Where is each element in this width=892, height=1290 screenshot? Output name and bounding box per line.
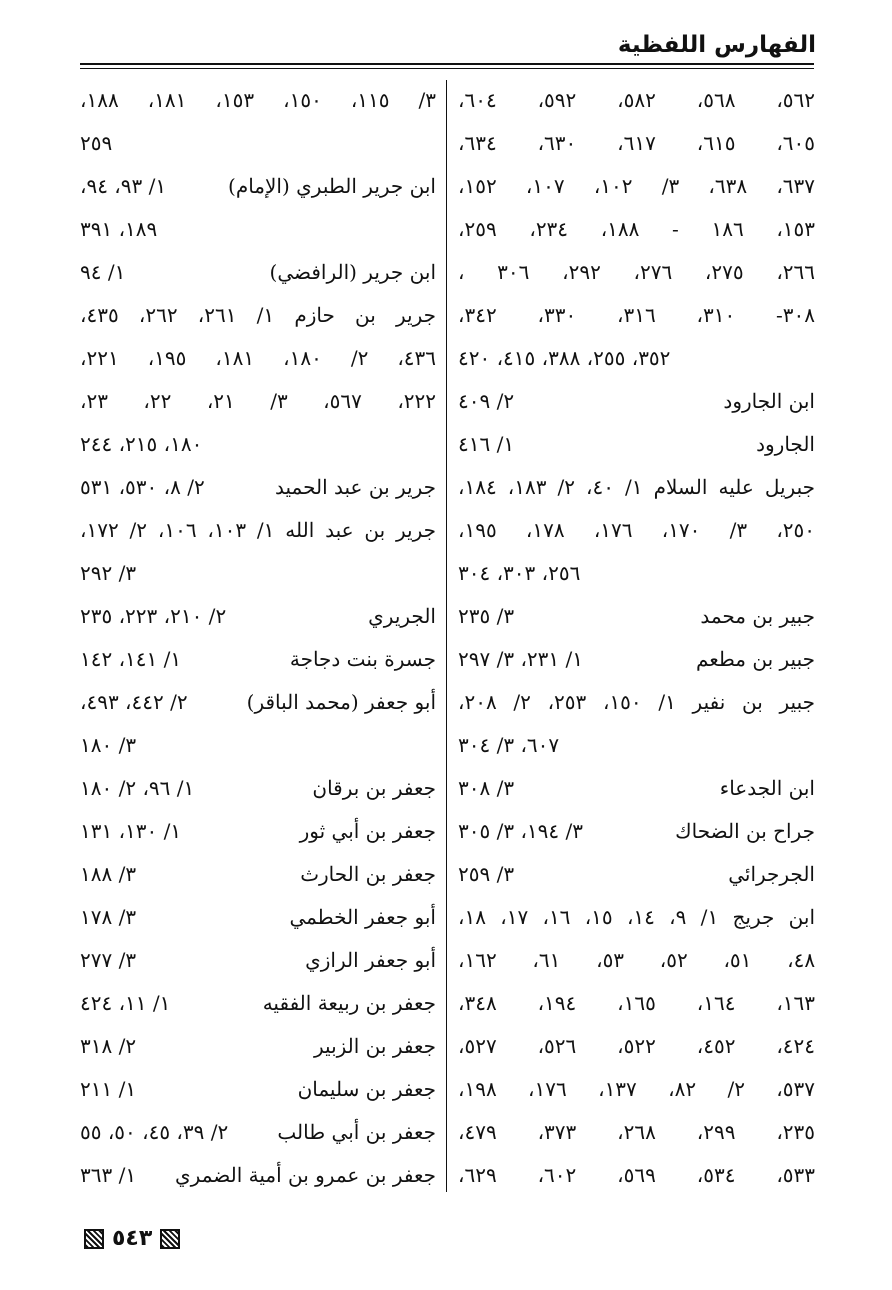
- index-line: [80, 509, 436, 552]
- index-line: [458, 79, 815, 122]
- entry-name: الجارود: [756, 432, 815, 456]
- index-line: [80, 294, 436, 337]
- index-line: [458, 423, 815, 466]
- running-header-title: الفهارس اللفظية: [617, 32, 816, 58]
- entry-page-refs: ٢/ ٤٤٢، ٤٩٣،: [80, 690, 188, 714]
- entry-page-refs: ٣/ ٢٧٧: [80, 948, 137, 972]
- entry-text: ١٥٣، ١٨٦ - ١٨٨، ٢٣٤، ٢٥٩،: [458, 217, 816, 241]
- index-line: [458, 767, 815, 810]
- index-line: [80, 1154, 436, 1197]
- index-line: [80, 595, 436, 638]
- entry-page-refs: ١/ ٢١١: [80, 1077, 137, 1101]
- entry-text: جرير بن عبد الله ١/ ١٠٣، ١٠٦، ٢/ ١٧٢،: [80, 518, 437, 542]
- index-line: [80, 724, 436, 767]
- index-line: [458, 681, 815, 724]
- index-line: [458, 122, 815, 165]
- index-line: [80, 939, 436, 982]
- continuation-refs: ٣/ ١٨٠: [80, 733, 137, 757]
- entry-name: ابن الجدعاء: [719, 776, 815, 800]
- page-footer: [84, 1226, 180, 1251]
- entry-text: جبريل عليه السلام ١/ ٤٠، ٢/ ١٨٣، ١٨٤،: [458, 475, 815, 499]
- entry-name: جعفر بن برقان: [312, 776, 436, 800]
- index-line: [80, 122, 436, 165]
- entry-text: ٢٦٦، ٢٧٥، ٢٧٦، ٢٩٢، ٣٠٦ ،: [458, 260, 816, 284]
- entry-name: ابن جرير الطبري (الإمام): [228, 174, 436, 198]
- index-line: [80, 767, 436, 810]
- index-line: [80, 853, 436, 896]
- index-line: [80, 380, 436, 423]
- entry-page-refs: ٣/ ٣٠٨: [458, 776, 515, 800]
- index-line: [80, 896, 436, 939]
- entry-text: ٥٣٣، ٥٣٤، ٥٦٩، ٦٠٢، ٦٢٩،: [458, 1163, 816, 1187]
- index-line: [458, 595, 815, 638]
- entry-page-refs: ١/ ٣٦٣: [80, 1163, 137, 1187]
- entry-text: ١٦٣، ١٦٤، ١٦٥، ١٩٤، ٣٤٨،: [458, 991, 816, 1015]
- entry-text: ٥٦٢، ٥٦٨، ٥٨٢، ٥٩٢، ٦٠٤،: [458, 88, 816, 112]
- entry-name: أبو جعفر (محمد الباقر): [246, 690, 436, 714]
- entry-name: جراح بن الضحاك: [675, 819, 815, 843]
- entry-page-refs: ١/ ٩٣، ٩٤،: [80, 174, 167, 198]
- continuation-refs: ٢٥٩: [80, 131, 113, 155]
- index-line: [458, 939, 815, 982]
- entry-name: جعفر بن عمرو بن أمية الضمري: [175, 1163, 436, 1187]
- index-line: [458, 1111, 815, 1154]
- entry-page-refs: ٣/ ٢٥٩: [458, 862, 515, 886]
- entry-page-refs: ٢/ ٨، ٥٣٠، ٥٣١: [80, 475, 205, 499]
- entry-text: ٢٢٢، ٥٦٧، ٣/ ٢١، ٢٢، ٢٣،: [80, 389, 437, 413]
- entry-name: جرير بن عبد الحميد: [275, 475, 436, 499]
- index-line: [80, 810, 436, 853]
- index-line: [458, 294, 815, 337]
- entry-page-refs: ١/ ١٣٠، ١٣١: [80, 819, 182, 843]
- index-line: [458, 337, 815, 380]
- entry-name: جسرة بنت دجاجة: [289, 647, 436, 671]
- entry-page-refs: ١/ ٩٤: [80, 260, 126, 284]
- index-line: [458, 638, 815, 681]
- index-line: [458, 1154, 815, 1197]
- entry-page-refs: ٢/ ٣٩، ٤٥، ٥٠، ٥٥: [80, 1120, 229, 1144]
- header-rule-thick: [80, 63, 814, 65]
- entry-text: ٤٨، ٥١، ٥٢، ٥٣، ٦١، ١٦٢،: [458, 948, 816, 972]
- ornament-icon: [160, 1229, 180, 1249]
- entry-name: جعفر بن الزبير: [314, 1034, 436, 1058]
- header-rule-thin: [80, 68, 814, 69]
- entry-name: جعفر بن الحارث: [300, 862, 436, 886]
- entry-page-refs: ١/ ٩٦، ٢/ ١٨٠: [80, 776, 195, 800]
- index-line: [458, 552, 815, 595]
- continuation-refs: ٣٥٢، ٢٥٥، ٣٨٨، ٤١٥، ٤٢٠: [458, 346, 671, 370]
- index-line: [458, 208, 815, 251]
- entry-text: ٤٢٤، ٤٥٢، ٥٢٢، ٥٢٦، ٥٢٧،: [458, 1034, 816, 1058]
- index-line: [80, 208, 436, 251]
- index-line: [80, 982, 436, 1025]
- index-line: [458, 1068, 815, 1111]
- entry-page-refs: ١/ ٤١٦: [458, 432, 515, 456]
- entry-name: ابن جرير (الرافضي): [269, 260, 436, 284]
- entry-page-refs: ٣/ ١٧٨: [80, 905, 137, 929]
- entry-name: جبير بن مطعم: [695, 647, 815, 671]
- entry-text: ٣٠٨- ٣١٠، ٣١٦، ٣٣٠، ٣٤٢،: [458, 303, 816, 327]
- continuation-refs: ٦٠٧، ٣/ ٣٠٤: [458, 733, 560, 757]
- index-line: [80, 423, 436, 466]
- index-line: [458, 810, 815, 853]
- index-line: [458, 251, 815, 294]
- entry-text: ٦٣٧، ٦٣٨، ٣/ ١٠٢، ١٠٧، ١٥٢،: [458, 174, 816, 198]
- entry-name: جعفر بن سليمان: [297, 1077, 436, 1101]
- index-line: [80, 337, 436, 380]
- ornament-icon: [84, 1229, 104, 1249]
- entry-page-refs: ١/ ١١، ٤٢٤: [80, 991, 171, 1015]
- entry-page-refs: ٢/ ٢١٠، ٢٢٣، ٢٣٥: [80, 604, 227, 628]
- entry-text: ٥٣٧، ٢/ ٨٢، ١٣٧، ١٧٦، ١٩٨،: [458, 1077, 815, 1101]
- index-line: [458, 509, 815, 552]
- entry-text: جبير بن نفير ١/ ١٥٠، ٢٥٣، ٢/ ٢٠٨،: [458, 690, 815, 714]
- index-line: [80, 251, 436, 294]
- index-line: [80, 466, 436, 509]
- entry-page-refs: ٣/ ٢٣٥: [458, 604, 515, 628]
- index-line: [80, 552, 436, 595]
- index-line: [80, 165, 436, 208]
- entry-text: ٦٠٥، ٦١٥، ٦١٧، ٦٣٠، ٦٣٤،: [458, 131, 816, 155]
- entry-page-refs: ١/ ١٤١، ١٤٢: [80, 647, 182, 671]
- index-line: [458, 724, 815, 767]
- index-line: [458, 896, 815, 939]
- index-column-left: [80, 79, 436, 1197]
- entry-name: جعفر بن أبي ثور: [299, 819, 436, 843]
- entry-page-refs: ٣/ ١٩٤، ٣/ ٣٠٥: [458, 819, 583, 843]
- entry-text: ٣/ ١١٥، ١٥٠، ١٥٣، ١٨١، ١٨٨،: [80, 88, 437, 112]
- entry-text: ابن جريج ١/ ٩، ١٤، ١٥، ١٦، ١٧، ١٨،: [458, 905, 815, 929]
- entry-text: ٤٣٦، ٢/ ١٨٠، ١٨١، ١٩٥، ٢٢١،: [80, 346, 437, 370]
- column-divider: [446, 80, 447, 1192]
- index-column-right: [458, 79, 815, 1197]
- entry-name: الجرجرائي: [728, 862, 815, 886]
- entry-text: ٢٣٥، ٢٩٩، ٢٦٨، ٣٧٣، ٤٧٩،: [458, 1120, 816, 1144]
- entry-name: ابن الجارود: [723, 389, 815, 413]
- entry-name: جعفر بن ربيعة الفقيه: [262, 991, 436, 1015]
- entry-page-refs: ٣/ ١٨٨: [80, 862, 137, 886]
- continuation-refs: ٢٥٦، ٣٠٣، ٣٠٤: [458, 561, 581, 585]
- index-line: [458, 982, 815, 1025]
- entry-page-refs: ٢/ ٣١٨: [80, 1034, 137, 1058]
- entry-name: جبير بن محمد: [700, 604, 815, 628]
- index-line: [458, 380, 815, 423]
- index-line: [458, 853, 815, 896]
- entry-text: جرير بن حازم ١/ ٢٦١، ٢٦٢، ٤٣٥،: [80, 303, 436, 327]
- index-line: [80, 79, 436, 122]
- index-line: [458, 1025, 815, 1068]
- page-number: ٥٤٣: [112, 1226, 153, 1251]
- continuation-refs: ٣/ ٢٩٢: [80, 561, 137, 585]
- entry-page-refs: ٢/ ٤٠٩: [458, 389, 515, 413]
- index-line: [458, 165, 815, 208]
- index-line: [80, 638, 436, 681]
- index-line: [80, 1068, 436, 1111]
- continuation-refs: ١٨٠، ٢١٥، ٢٤٤: [80, 432, 203, 456]
- index-line: [80, 1025, 436, 1068]
- entry-name: جعفر بن أبي طالب: [277, 1120, 436, 1144]
- entry-name: الجريري: [368, 604, 436, 628]
- continuation-refs: ١٨٩، ٣٩١: [80, 217, 158, 241]
- index-line: [80, 1111, 436, 1154]
- entry-page-refs: ١/ ٢٣١، ٣/ ٢٩٧: [458, 647, 583, 671]
- entry-name: أبو جعفر الخطمي: [289, 905, 436, 929]
- entry-text: ٢٥٠، ٣/ ١٧٠، ١٧٦، ١٧٨، ١٩٥،: [458, 518, 816, 542]
- entry-name: أبو جعفر الرازي: [305, 948, 436, 972]
- index-line: [80, 681, 436, 724]
- index-line: [458, 466, 815, 509]
